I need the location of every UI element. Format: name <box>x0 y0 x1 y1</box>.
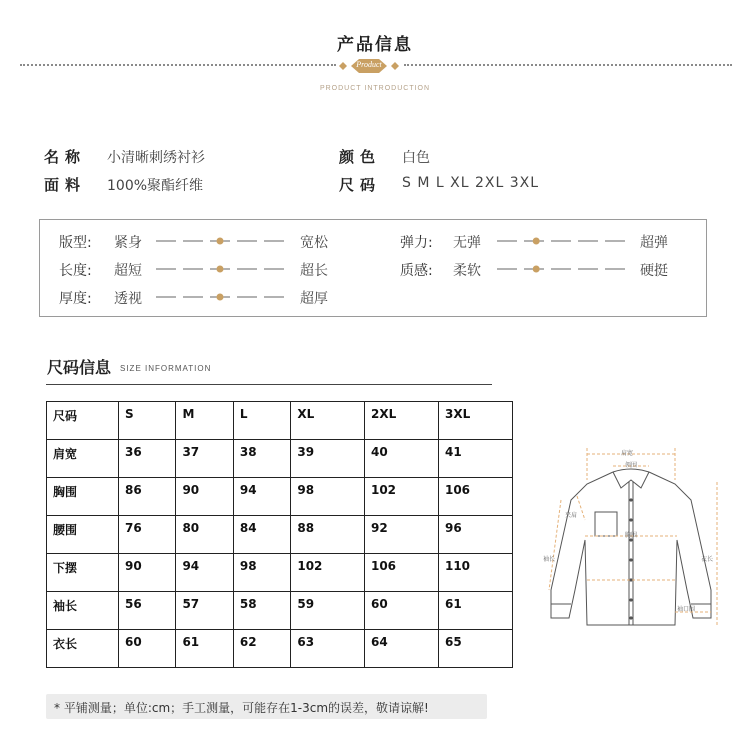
attr-high-thickness: 超厚 <box>300 291 328 307</box>
table-row <box>47 440 513 478</box>
table-cell: 60 <box>364 592 438 630</box>
attr-label-thickness: 厚度: <box>59 291 92 307</box>
attr-level-marker <box>217 266 224 273</box>
size-section-title: 尺码信息 <box>47 358 112 377</box>
dotted-divider-right <box>404 64 732 66</box>
diagram-label-shoulder: 肩宽 <box>621 450 634 457</box>
attr-label-elasticity: 弹力: <box>400 235 433 251</box>
table-cell: 106 <box>438 478 512 516</box>
table-header-cell: 3XL <box>438 402 512 440</box>
table-cell: 61 <box>176 630 233 668</box>
diagram-label-collar: 领围 <box>625 462 638 469</box>
table-cell: 65 <box>438 630 512 668</box>
table-row <box>47 630 513 668</box>
table-row <box>47 516 513 554</box>
info-value-color: 白色 <box>402 150 430 166</box>
table-cell: 62 <box>233 630 290 668</box>
info-label-size: 尺码 <box>339 176 382 194</box>
table-cell: 98 <box>291 478 365 516</box>
attr-scale-texture <box>495 264 627 274</box>
attr-scale-thickness <box>154 292 286 302</box>
attr-low-texture: 柔软 <box>453 263 481 279</box>
shirt-measurement-diagram <box>541 440 721 635</box>
attr-level-marker <box>217 238 224 245</box>
table-cell: 58 <box>233 592 290 630</box>
attr-high-texture: 硬挺 <box>640 263 668 279</box>
info-value-fabric: 100%聚酯纤维 <box>107 178 204 194</box>
table-cell: 102 <box>291 554 365 592</box>
table-cell: 96 <box>438 516 512 554</box>
badge-label: Product <box>356 60 382 69</box>
table-cell: 下摆 <box>47 554 119 592</box>
table-cell: 41 <box>438 440 512 478</box>
table-cell: 110 <box>438 554 512 592</box>
attr-low-elasticity: 无弹 <box>453 235 481 251</box>
table-cell: 64 <box>364 630 438 668</box>
attr-high-elasticity: 超弹 <box>640 235 668 251</box>
attr-level-marker <box>217 294 224 301</box>
table-header-cell: 尺码 <box>47 402 119 440</box>
attr-scale-fit <box>154 236 286 246</box>
diagram-label-armhole: 夹肩 <box>565 512 578 519</box>
info-label-name: 名称 <box>44 148 87 166</box>
table-cell: 腰围 <box>47 516 119 554</box>
table-cell: 90 <box>119 554 176 592</box>
table-cell: 102 <box>364 478 438 516</box>
diagram-label-sleeve: 袖长 <box>543 556 556 563</box>
table-cell: 94 <box>233 478 290 516</box>
page-subtitle: PRODUCT INTRODUCTION <box>319 85 431 92</box>
attr-label-length: 长度: <box>59 263 92 279</box>
table-cell: 106 <box>364 554 438 592</box>
attr-scale-elasticity <box>495 236 627 246</box>
diagram-label-chest: 胸围 <box>625 532 638 539</box>
attr-high-length: 超长 <box>300 263 328 279</box>
table-cell: 88 <box>291 516 365 554</box>
table-row <box>47 478 513 516</box>
diagram-label-length: 衣长 <box>701 556 714 563</box>
table-cell: 袖长 <box>47 592 119 630</box>
table-header-cell: M <box>176 402 233 440</box>
size-table <box>46 401 513 668</box>
diagram-label-cuff: 袖口围 <box>677 606 696 613</box>
table-cell: 90 <box>176 478 233 516</box>
table-cell: 86 <box>119 478 176 516</box>
table-cell: 84 <box>233 516 290 554</box>
table-cell: 92 <box>364 516 438 554</box>
table-cell: 38 <box>233 440 290 478</box>
page-title: 产品信息 <box>337 35 413 55</box>
attr-scale-length <box>154 264 286 274</box>
table-row <box>47 592 513 630</box>
attr-label-fit: 版型: <box>59 235 92 251</box>
table-cell: 80 <box>176 516 233 554</box>
attr-low-thickness: 透视 <box>114 291 142 307</box>
table-cell: 40 <box>364 440 438 478</box>
table-header-cell: XL <box>291 402 365 440</box>
table-header-cell: 2XL <box>364 402 438 440</box>
attr-level-marker <box>533 266 540 273</box>
size-section-divider <box>46 384 492 385</box>
table-cell: 59 <box>291 592 365 630</box>
table-header-row <box>47 402 513 440</box>
table-cell: 63 <box>291 630 365 668</box>
table-cell: 98 <box>233 554 290 592</box>
table-cell: 胸围 <box>47 478 119 516</box>
info-label-fabric: 面料 <box>44 176 87 194</box>
attr-low-length: 超短 <box>114 263 142 279</box>
table-cell: 94 <box>176 554 233 592</box>
attr-label-texture: 质感: <box>400 263 433 279</box>
table-cell: 60 <box>119 630 176 668</box>
table-cell: 肩宽 <box>47 440 119 478</box>
dotted-divider-left <box>20 64 336 66</box>
info-value-name: 小清晰刺绣衬衫 <box>107 150 205 166</box>
table-cell: 61 <box>438 592 512 630</box>
table-header-cell: S <box>119 402 176 440</box>
table-cell: 衣长 <box>47 630 119 668</box>
table-cell: 76 <box>119 516 176 554</box>
info-label-color: 颜色 <box>339 148 382 166</box>
info-value-size: S M L XL 2XL 3XL <box>402 175 540 191</box>
size-section-subtitle: SIZE INFORMATION <box>120 364 212 373</box>
table-cell: 37 <box>176 440 233 478</box>
table-cell: 56 <box>119 592 176 630</box>
attr-high-fit: 宽松 <box>300 235 328 251</box>
table-cell: 57 <box>176 592 233 630</box>
table-header-cell: L <box>233 402 290 440</box>
table-cell: 36 <box>119 440 176 478</box>
attr-low-fit: 紧身 <box>114 235 142 251</box>
measurement-note: * 平铺测量；单位:cm；手工测量，可能存在1-3cm的误差，敬请谅解! <box>54 701 429 715</box>
attr-level-marker <box>533 238 540 245</box>
table-cell: 39 <box>291 440 365 478</box>
table-row <box>47 554 513 592</box>
